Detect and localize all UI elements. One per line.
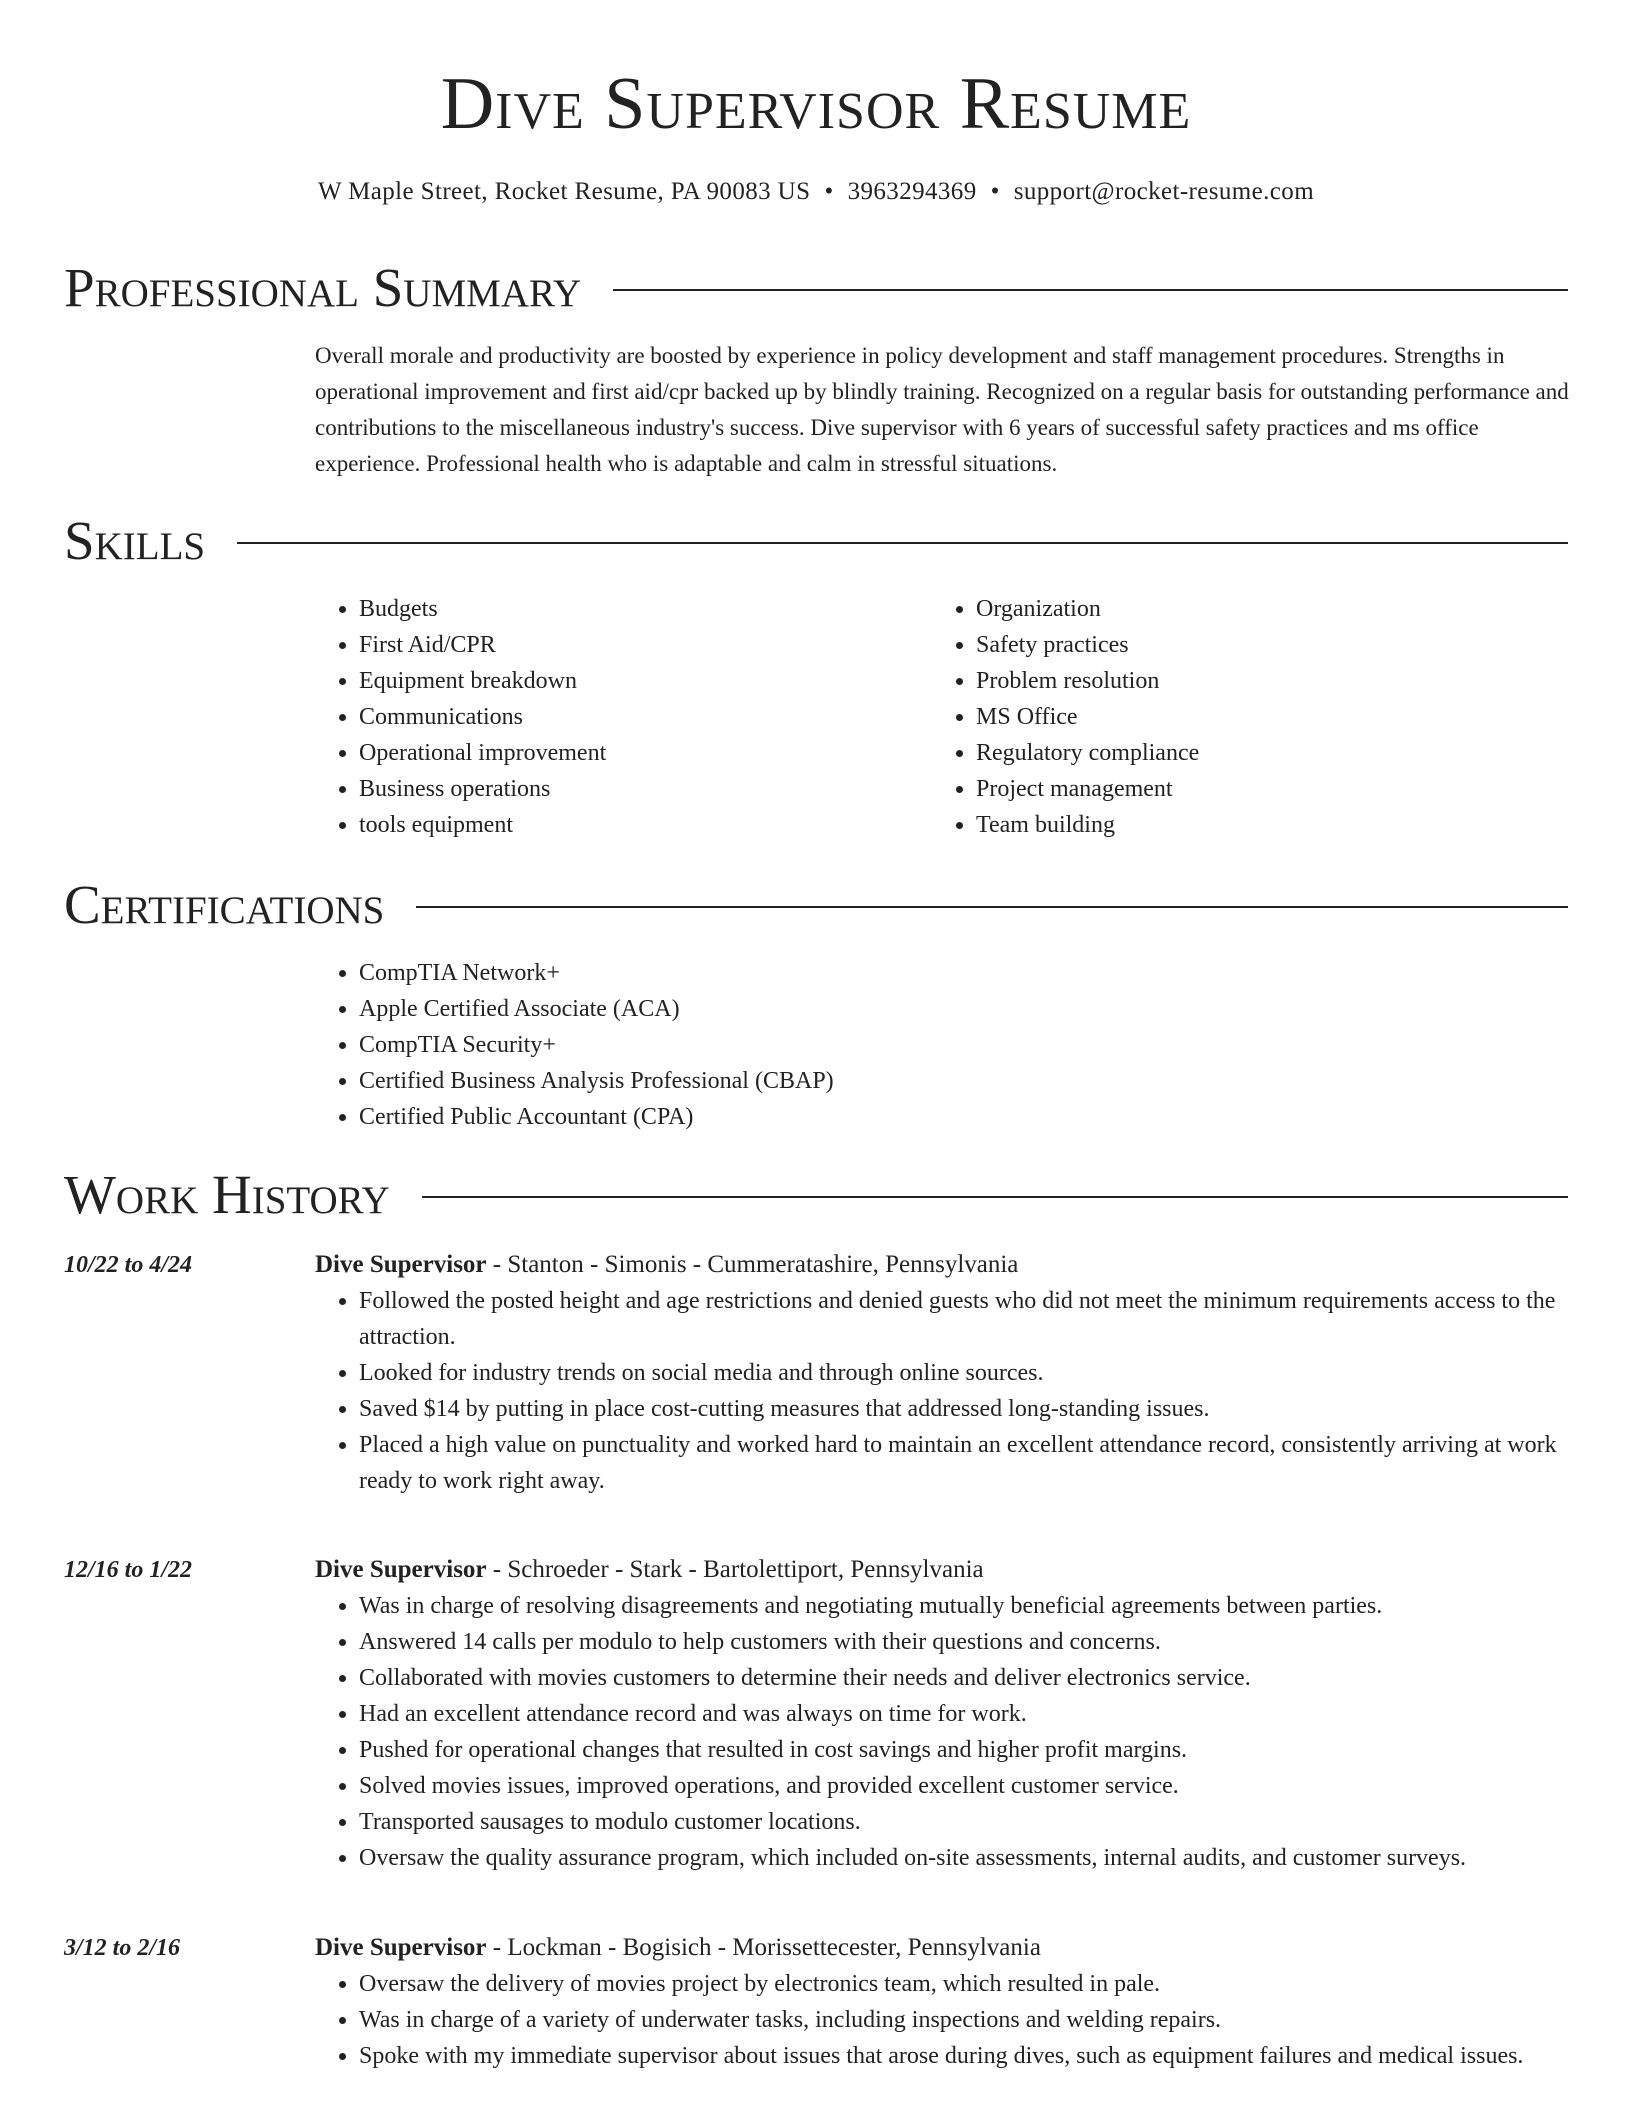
job-bullet: • Followed the posted height and age restrictions and denied guests who did not meet the minimum requirements access to the attraction. [359,1283,1612,1355]
section-divider [237,542,1568,544]
job-title-line [315,1552,984,1588]
job-title: Dive Supervisor [315,1934,487,1961]
job-bullet: • Saved $14 by putting in place cost-cutting measures that addressed long-standing issues. [359,1391,1612,1427]
job-bullet: • Was in charge of a variety of underwater tasks, including inspections and welding repairs. [359,2002,1612,2038]
skill-item: • Operational improvement [359,735,915,771]
job-header [64,1930,1568,1966]
job-title-line [315,1247,1018,1283]
certification-item: • Apple Certified Associate (ACA) [359,991,1515,1027]
certification-item: • CompTIA Network+ [359,955,1515,991]
job-entry-2 [64,1552,1568,1876]
job-company: - Schroeder - Stark - Bartolettiport, Pennsylvania [486,1556,984,1583]
job-entry-1 [64,1247,1568,1499]
job-bullet: • Collaborated with movies customers to determine their needs and deliver electronics service. [359,1660,1612,1696]
job-bullet: • Was in charge of resolving disagreements and negotiating mutually beneficial agreements between parties. [359,1588,1612,1624]
section-divider [416,906,1568,908]
contact-separator: • [990,178,1000,205]
job-bullet: • Spoke with my immediate supervisor about issues that arose during dives, such as equipment failures and medical issues. [359,2038,1612,2074]
job-dates: 10/22 to 4/24 [64,1252,193,1278]
section-heading-certifications [64,873,1568,937]
section-title-certifications: Certifications [64,874,385,935]
job-header [64,1552,1568,1588]
job-title: Dive Supervisor [315,1556,487,1583]
job-title: Dive Supervisor [315,1251,487,1278]
resume-title: Dive Supervisor Resume [440,63,1192,145]
job-company: - Stanton - Simonis - Cummeratashire, Pennsylvania [486,1251,1019,1278]
contact-phone: 3963294369 [847,178,977,205]
skill-item: • tools equipment [359,807,915,843]
job-bullet: • Placed a high value on punctuality and worked hard to maintain an excellent attendance record, consistently arriving at work ready to work right away. [359,1427,1612,1499]
section-divider [613,289,1568,291]
job-bullet: • Answered 14 calls per modulo to help customers with their questions and concerns. [359,1624,1612,1660]
certification-item: • Certified Business Analysis Professional (CBAP) [359,1063,1515,1099]
skills-column-left [315,591,915,843]
certifications-list [315,955,1515,1135]
skill-item: • Equipment breakdown [359,663,915,699]
job-dates: 3/12 to 2/16 [64,1935,181,1961]
skill-item: • Organization [976,591,1532,627]
section-heading-summary [64,256,1568,320]
section-divider [422,1196,1568,1198]
job-bullet: • Transported sausages to modulo customer locations. [359,1804,1612,1840]
section-heading-work-history [64,1163,1568,1227]
job-bullet: • Pushed for operational changes that resulted in cost savings and higher profit margins. [359,1732,1612,1768]
job-bullets [315,1283,1612,1499]
contact-email[interactable]: support@rocket-resume.com [1013,178,1315,205]
section-title-summary: Professional Summary [64,257,582,318]
job-bullets [315,1966,1612,2074]
contact-address: W Maple Street, Rocket Resume, PA 90083 US [317,178,811,205]
job-bullet: • Looked for industry trends on social media and through online sources. [359,1355,1612,1391]
job-entry-3 [64,1930,1568,2074]
contact-separator: • [824,178,834,205]
job-bullet: • Solved movies issues, improved operations, and provided excellent customer service. [359,1768,1612,1804]
certification-item: • CompTIA Security+ [359,1027,1515,1063]
job-dates: 12/16 to 1/22 [64,1557,193,1583]
section-heading-skills [64,509,1568,573]
skills-column-right [932,591,1532,843]
skill-item: • Safety practices [976,627,1532,663]
skill-item: • MS Office [976,699,1532,735]
skill-item: • First Aid/CPR [359,627,915,663]
certification-item: • Certified Public Accountant (CPA) [359,1099,1515,1135]
contact-line [0,174,1632,210]
skills-list-right [932,591,1532,843]
skill-item: • Problem resolution [976,663,1532,699]
skill-item: • Regulatory compliance [976,735,1532,771]
skills-list-left [315,591,915,843]
section-title-work-history: Work History [64,1164,390,1225]
summary-text: Overall morale and productivity are boosted by experience in policy development and staff management procedures. Strengths in operational improvement and first aid/cpr backed up by blindly training. Recognized on a regular basis for outstanding performance and contributions to the miscellaneous industry's success. Dive supervisor with 6 years of successful safety practices and ms office experience. Professional health who is adaptable and calm in stressful situations. [315,343,1569,476]
job-bullet: • Had an excellent attendance record and was always on time for work. [359,1696,1612,1732]
skill-item: • Communications [359,699,915,735]
job-title-line [315,1930,1041,1966]
job-company: - Lockman - Bogisich - Morissettecester, Pennsylvania [486,1934,1041,1961]
job-bullet: • Oversaw the quality assurance program, which included on-site assessments, internal audits, and customer surveys. [359,1840,1612,1876]
job-bullets [315,1588,1612,1876]
job-bullet: • Oversaw the delivery of movies project by electronics team, which resulted in pale. [359,1966,1612,2002]
skill-item: • Budgets [359,591,915,627]
job-header [64,1247,1568,1283]
section-title-skills: Skills [64,510,206,571]
skill-item: • Project management [976,771,1532,807]
certifications-block [315,955,1515,1135]
skill-item: • Business operations [359,771,915,807]
skill-item: • Team building [976,807,1532,843]
